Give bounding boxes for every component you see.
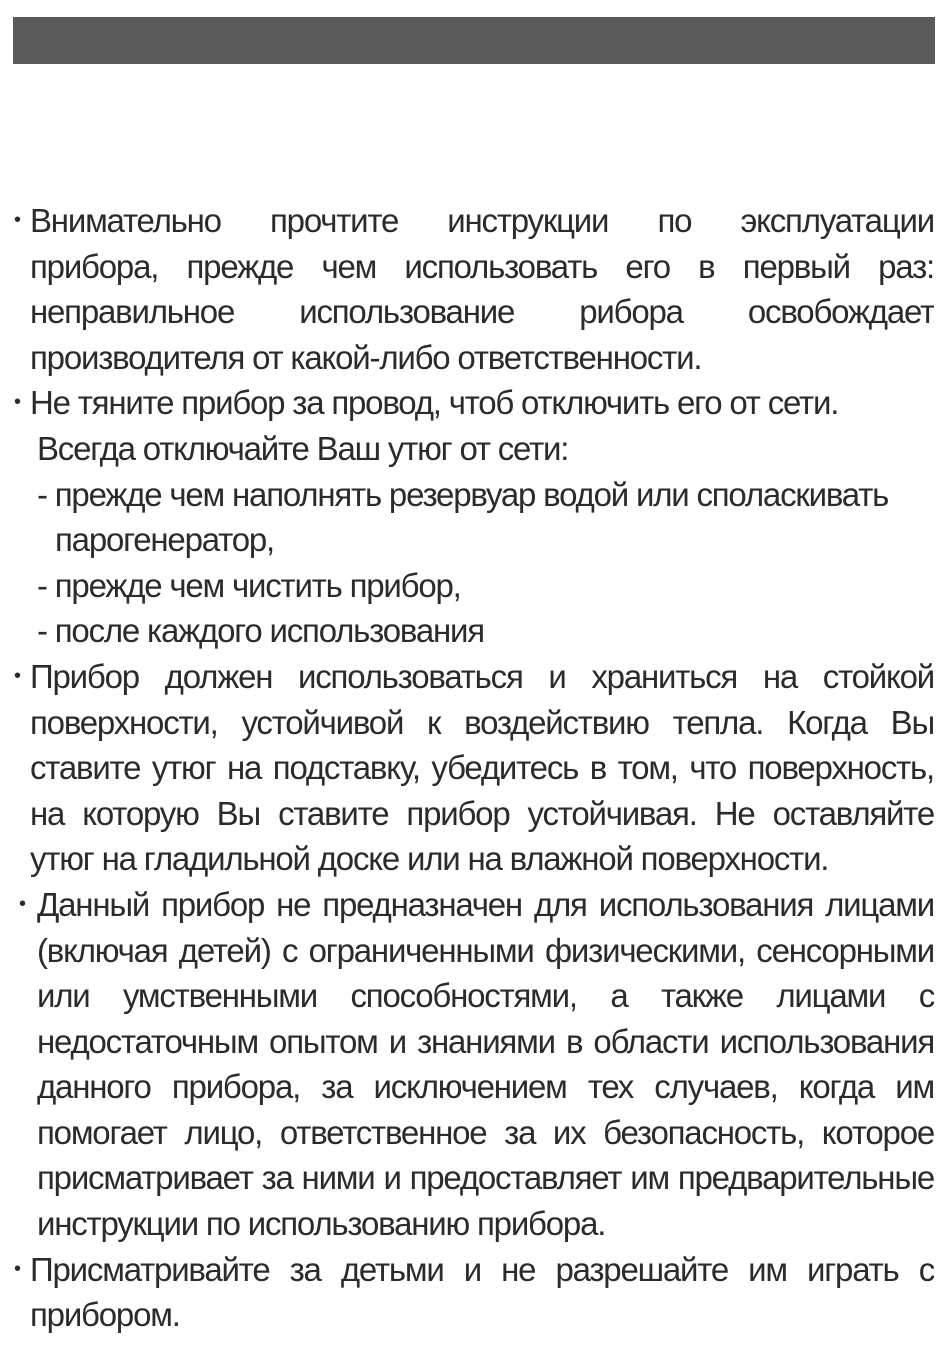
bullet: •: [14, 664, 20, 687]
text-line: Не тяните прибор за провод, чтоб отключить его от сети.: [30, 384, 839, 422]
text-line: на которую Вы ставите прибор устойчивая. Не оставляйте: [30, 794, 934, 832]
text-line: Прибор должен использоваться и храниться на стойкой: [30, 657, 934, 695]
text-line: данного прибора, за исключением тех случаев, когда им: [37, 1068, 934, 1106]
text-line: (включая детей) с ограниченными физическими, сенсорными: [37, 931, 934, 969]
safety-instructions: [0, 198, 950, 1338]
list-item: [0, 380, 950, 426]
sub-intro: Всегда отключайте Ваш утюг от сети:: [37, 429, 569, 467]
list-item: [0, 882, 950, 928]
list-item: [0, 198, 950, 244]
text-line: неправильное использование рибора освобождает: [30, 293, 934, 331]
text-line: поверхности, устойчивой к воздействию тепла. Когда Вы: [30, 703, 934, 741]
text-line: помогает лицо, ответственное за их безопасность, которое: [37, 1113, 934, 1151]
text-line: производителя от какой-либо ответственности.: [30, 338, 702, 376]
sub-item: - после каждого использования: [37, 612, 484, 650]
bullet: •: [19, 892, 25, 915]
sub-item: - прежде чем наполнять резервуар водой или споласкивать: [37, 475, 889, 513]
text-line: Присматривайте за детьми и не разрешайте им играть с: [30, 1250, 934, 1288]
text-line: Внимательно прочтите инструкции по эксплуатации: [30, 202, 934, 239]
list-item: [0, 1247, 950, 1293]
bullet: •: [14, 391, 20, 414]
text-line: присматривает за ними и предоставляет им предварительные: [37, 1159, 934, 1197]
bullet: •: [14, 209, 20, 231]
text-line: ставите утюг на подставку, убедитесь в том, что поверхность,: [30, 749, 934, 787]
header-bar: [13, 17, 935, 64]
list-item: [0, 654, 950, 700]
text-line: прибора, прежде чем использовать его в первый раз:: [30, 247, 934, 285]
sub-item: - прежде чем чистить прибор,: [37, 566, 461, 604]
bullet: •: [14, 1257, 20, 1280]
text-line: утюг на гладильной доске или на влажной поверхности.: [30, 840, 829, 878]
text-line: инструкции по использованию прибора.: [37, 1205, 606, 1243]
text-line: Данный прибор не предназначен для использования лицами: [37, 885, 934, 923]
text-line: прибором.: [30, 1296, 180, 1334]
sub-item-continued: парогенератор,: [55, 521, 274, 559]
text-line: или умственными способностями, а также лицами с: [37, 977, 934, 1015]
text-line: недостаточным опытом и знаниями в области использования: [37, 1022, 934, 1060]
